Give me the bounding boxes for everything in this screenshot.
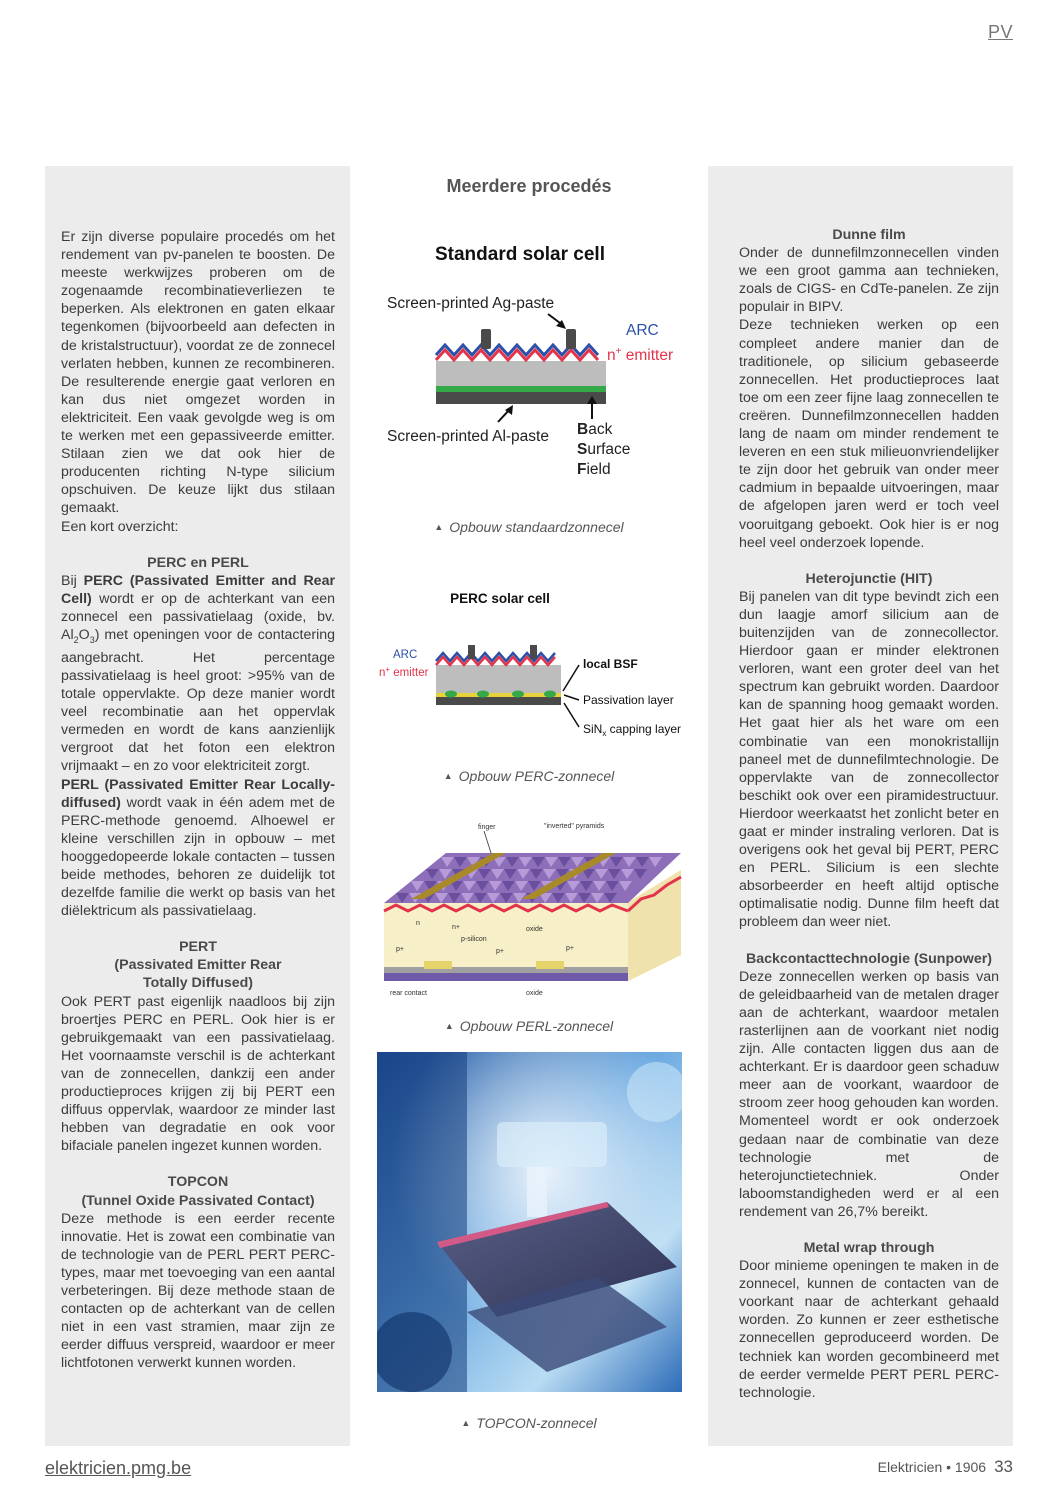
fig2-caption: ▲ Opbouw PERC-zonnecel (443, 768, 615, 784)
fig3-local-contact-1 (424, 961, 452, 969)
fig1-title: Standard solar cell (434, 244, 606, 265)
pert-paragraph: Ook PERT past eigenlijk naadloos bij zijn broertjes PERC en PERL. Ook hier is er gebruikgemaakt van een passivatielaag. Het voornaamste verschil is de achterkant van de zonnecellen, dankzij een ander productieproces krijgen zij bij PERT een diffuus oppervlak, waardoor ze minder last hebben van degradatie en ook voor bifaciale panelen ingezet kunnen worden. (61, 993, 335, 1155)
fig3-rear-contact (384, 973, 628, 981)
fig1-al-layer (436, 392, 606, 404)
right-column (708, 166, 1013, 1446)
fig2-arc-label: ARC (393, 649, 418, 661)
mwt-paragraph: Door minieme openingen te maken in de zonnecel, kunnen de contacten van de voorkant naar de achterkant gehaald worden. Zo kunnen er zeer esthetische zonnecellen geproduceerd worden. De techniek kan worden gecombineerd met de eerder vermelde PERT PERL PERC-technologie. (739, 1258, 999, 1401)
backcontact-paragraph: Deze zonnecellen werken op basis van de geleidbaarheid van de metalen drager aan de achterkant, waardoor metalen rasterlijnen aan de voorkant niet nodig zijn. Alle contacten liggen dus aan de achterkant. Er is daardoor geen schaduw meer aan de voorkant, waardoor de stroom zeer hoog gehouden kan worden. Momenteel wordt er ook onderzoek gedaan naar de combinatie van deze technologie met de heterojunctietechniek. Onder laboomstandigheden werd er al een rendement van 26,7% bereikt. (739, 968, 999, 1220)
pert-heading: PERT (Passivated Emitter Rear Totally Diffused) (114, 939, 282, 992)
topcon-photo-art (377, 1052, 682, 1392)
perl-solar-cell-figure (366, 815, 692, 1005)
fig2-capping-arrow (564, 703, 579, 727)
fig1-emitter-zigzag (436, 350, 598, 360)
fig1-ag-paste-label: Screen-printed Ag-paste (387, 295, 555, 312)
fig1-field-label: Field (577, 461, 611, 478)
fig2-front-contact-right (530, 645, 537, 659)
fig3-psilicon-label: p-silicon (461, 936, 487, 943)
fig2-capping-label: SiN$_x$ capping layer (583, 722, 682, 738)
fig3-pplus-mid: p+ (496, 948, 504, 955)
left-column (45, 166, 350, 1446)
fig1-al-paste-label: Screen-printed Al-paste (387, 428, 549, 445)
fig1-arc-label: ARC (626, 322, 659, 339)
fig2-emitter-label: n+ emitter (379, 665, 429, 679)
footer-magazine: Elektricien • 1906 (877, 1459, 987, 1475)
fig1-silicon-layer (436, 361, 606, 387)
dunne-film-heading: Dunne film (832, 227, 906, 243)
fig1-caption: ▲ Opbouw standaardzonnecel (434, 519, 624, 535)
fig3-finger-leader (484, 831, 491, 853)
overview-line: Een kort overzicht: (61, 518, 179, 535)
fig3-finger-label: finger (478, 824, 496, 831)
fig2-local-bsf-2 (477, 691, 489, 698)
fig1-emitter-label: n+ emitter (607, 346, 674, 364)
dunne-film-paragraph-2: Deze technieken werken op een compleet andere manier dan de traditionele, op silicium gebaseerde zonnecellen. Het productieproces laat toe om een zeer fijne laag zonnecellen te creëren. Dunnefilmzonnecellen hadden lang de naam om minder rendement te leveren en een stuk milieuonvriendelijker te zijn door het gebruik van onder meer cadmium in bepaalde uitvoeringen, maar de afgelopen jaren werd er toch veel vooruitgang geboekt. Ook hier is er nog heel veel onderzoek lopende. (739, 317, 999, 551)
perc-paragraph: Bij PERC (Passivated Emitter and Rear Cell) wordt er op de achterkant van een zonnecel een passivatielaag (oxide, bv. $Al_2O_3$) met openingen voor de contactering aangebracht. Het percentage passivatielaag is heel groot: >95% van de totale oppervlakte. Op deze manier wordt veel recombinatie aan het oppervlak vermeden en wordt de kans aanzienlijk vergroot dat het foton een elektron vrijmaakt – en zo voor elektriciteit zorgt. (61, 572, 335, 775)
fig2-silicon-layer (436, 665, 561, 693)
perc-heading: PERC en PERL (147, 554, 249, 571)
fig3-rear-contact-label: rear contact (390, 990, 427, 997)
topcon-paragraph: Deze methode is een eerder recente innovatie. Het is zowat een combinatie van de technologie van de PERL PERT PERC-types, maar met toevoeging van een aantal verbeteringen. Bij deze methode staan de contacten op de achterkant van de cellen niet in een vast stramien, maar zijn ze eerder diffuus verspreid, waardoor er meer lichtfotonen verwerkt kunnen worden. (61, 1210, 335, 1372)
fig2-passivation-label: Passivation layer (583, 693, 674, 707)
fig3-local-contact-2 (536, 961, 564, 969)
fig2-local-bsf-3 (512, 691, 524, 698)
fig1-surface-label: Surface (577, 441, 631, 458)
fig4-caption: ▲ TOPCON-zonnecel (461, 1415, 597, 1431)
page-number: 33 (994, 1457, 1013, 1476)
fig3-nplus-label: n+ (452, 924, 460, 931)
fig1-ag-contact-right (566, 329, 576, 349)
fig3-caption: ▲ Opbouw PERL-zonnecel (444, 1018, 614, 1034)
fig2-bsf-arrow (563, 665, 579, 691)
fig2-title: PERC solar cell (450, 591, 550, 606)
fig2-local-bsf-label: local BSF (583, 657, 638, 671)
fig1-ag-contact-left (481, 329, 491, 349)
perc-solar-cell-figure (366, 585, 692, 745)
fig2-local-bsf-1 (445, 691, 457, 698)
fig2-passivation-arrow (564, 695, 579, 700)
backcontact-heading: Backcontacttechnologie (Sunpower) (746, 950, 992, 967)
hit-heading: Heterojunctie (HIT) (805, 570, 933, 587)
fig3-oxide-layer (384, 967, 628, 973)
fig3-pplus-right: p+ (566, 945, 574, 952)
fig3-oxide-label-bottom: oxide (526, 990, 543, 997)
fig3-pplus-left: p+ (396, 946, 404, 953)
fig2-front-contact-left (468, 645, 475, 659)
topcon-photo (377, 1052, 682, 1392)
fig1-back-label: Back (577, 421, 613, 438)
topcon-heading: TOPCON (Tunnel Oxide Passivated Contact) (81, 1174, 315, 1209)
perl-paragraph: PERL (Passivated Emitter Rear Locally-diffused) wordt vaak in één adem met de PERC-methode genoemd. Alhoewel er kleine verschillen zijn in opbouw – met hooggedopeerde lokale contacten – tussen beide methodes, behoren ze duidelijk tot dezelfde familie die werkt op basis van het diëlektricum als passivatielaag. (61, 776, 335, 920)
footer-site-link[interactable]: elektricien.pmg.be (45, 1458, 192, 1478)
fig2-local-bsf-4 (544, 691, 556, 698)
hit-paragraph: Bij panelen van dit type bevindt zich een dun laagje amorf silicium aan de buitenzijden van de zonnecollector. Hierdoor gaan er minder elektronen verloren, want een groter deel van het spectrum kan gebruikt worden. Daardoor kan de spanning hoog gemaakt worden. Het gaat hier als het ware om een combinatie van een monokristallijn paneel met de dunnefilmtechnologie. De oppervlakte van de zonnecollector beschikt ook over een piramidestructuur. Hierdoor weerkaatst het zonlicht beter en gaat er minder instraling verloren. Dat is overigens ook het geval bij PERT, PERC en PERL. Silicium is een slechte absorbeerder en heeft altijd optische optimalisatie nodig. Dunne film heeft dat probleem dan weer niet. (739, 588, 999, 931)
intro-paragraph: Er zijn diverse populaire procedés om het rendement van pv-panelen te boosten. De meeste werkwijzes proberen om de zogenaamde recombinatieverliezen te beperken. Als elektronen en gaten elkaar tegenkomen (bijvoorbeeld aan defecten in de kristalstructuur), voordat ze de zonnecel verlaten hebben, kunnen ze recombineren. De resulterende energie gaat verloren en kan dus niet omgezet worden in elektriciteit. Een vaak gevolgde weg is om te werken met een gepassiveerde emitter. Stilaan zien we dat ook hier de producenten richting N-type silicium opschuiven. De keuze lijkt dus stilaan gemaakt. (61, 229, 335, 517)
mwt-heading: Metal wrap through (803, 1239, 935, 1256)
dunne-film-paragraph-1: Onder de dunnefilmzonnecellen vinden we een groot gamma aan technieken, zoals de CIGS- en CdTe-panelen. Ze zijn populair in BIPV. (739, 245, 999, 316)
fig3-n-label: n (416, 920, 420, 927)
standard-solar-cell-figure (366, 236, 692, 486)
fig3-oxide-label-top: oxide (526, 926, 543, 933)
fig2-capping-layer (436, 697, 561, 705)
fig1-bsf-layer (436, 386, 606, 392)
footer-issue (878, 1457, 1013, 1477)
section-tag: PV (987, 22, 1013, 42)
fig3-pyramids-label: "inverted" pyramids (544, 823, 605, 830)
middle-title: Meerdere procedés (446, 176, 612, 196)
